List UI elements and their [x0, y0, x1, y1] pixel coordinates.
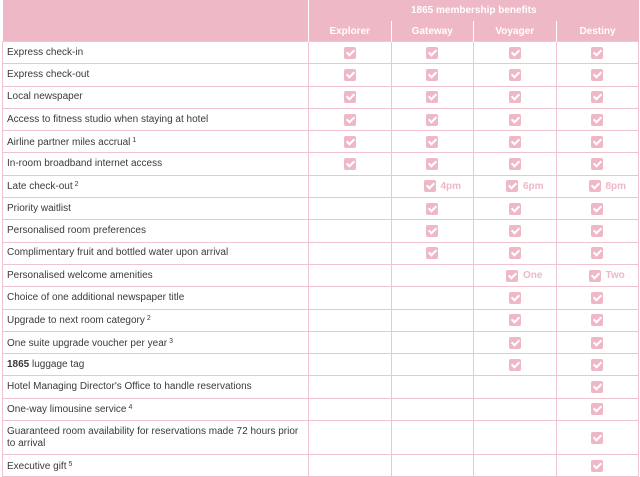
checkmark-icon: [426, 158, 438, 170]
benefit-cell-voyager: [474, 354, 557, 376]
benefit-label: [7, 381, 252, 393]
benefit-note: 4pm: [440, 180, 462, 192]
footnote-marker: 2: [74, 181, 79, 189]
checkmark-icon: [591, 69, 603, 81]
footnote-marker: 1: [132, 136, 137, 144]
checkmark-icon: [591, 247, 603, 259]
checkmark-icon: [591, 158, 603, 170]
table-row: [3, 86, 639, 108]
benefit-label-cell: [3, 198, 309, 220]
benefit-cell-voyager: [474, 220, 557, 242]
benefit-cell-gateway: [391, 242, 474, 264]
benefit-cell-voyager: [474, 421, 557, 455]
benefit-cell-voyager: [474, 131, 557, 153]
benefit-note: 6pm: [523, 180, 544, 192]
benefit-cell-voyager: [474, 309, 557, 331]
benefit-label-text: Choice of one additional newspaper title: [7, 291, 185, 303]
benefit-label: [7, 402, 132, 416]
checkmark-icon: [589, 270, 601, 282]
benefit-label: [7, 459, 72, 473]
benefit-label: [7, 158, 162, 170]
benefit-cell-gateway: [391, 354, 474, 376]
checkmark-icon: [426, 69, 438, 81]
table-row: [3, 42, 639, 64]
checkmark-icon: [589, 180, 601, 192]
benefit-label: [7, 135, 136, 149]
tier-explorer: Explorer: [309, 21, 392, 42]
benefit-label: [7, 359, 84, 371]
footnote-marker: 2: [146, 315, 151, 323]
benefit-cell-destiny: [556, 331, 639, 353]
table-row: [3, 309, 639, 331]
table-row: [3, 421, 639, 455]
benefit-cell-gateway: [391, 264, 474, 286]
benefit-label-cell: [3, 421, 309, 455]
benefit-cell-gateway: [391, 198, 474, 220]
benefit-label-bold: 1865: [7, 358, 30, 370]
benefit-cell-gateway: [391, 331, 474, 353]
benefit-label-text: Personalised welcome amenities: [7, 269, 153, 281]
table-row: [3, 242, 639, 264]
benefit-label-cell: [3, 42, 309, 64]
benefit-cell-explorer: [309, 42, 392, 64]
benefit-cell-explorer: [309, 264, 392, 286]
checkmark-icon: [426, 203, 438, 215]
benefit-cell-explorer: [309, 455, 392, 477]
benefit-cell-destiny: [556, 175, 639, 197]
checkmark-icon: [509, 247, 521, 259]
table-row: [3, 455, 639, 477]
benefit-cell-gateway: [391, 86, 474, 108]
benefit-cell-destiny: [556, 108, 639, 130]
checkmark-icon: [509, 314, 521, 326]
checkmark-icon: [591, 292, 603, 304]
benefit-label-cell: [3, 64, 309, 86]
footnote-marker: 5: [68, 460, 73, 468]
benefit-cell-explorer: [309, 64, 392, 86]
benefit-label: [7, 69, 89, 81]
benefit-cell-gateway: [391, 175, 474, 197]
table-row: [3, 198, 639, 220]
benefit-label: [7, 203, 71, 215]
benefit-cell-gateway: [391, 376, 474, 398]
checkmark-icon: [509, 69, 521, 81]
checkmark-icon: [344, 69, 356, 81]
checkmark-icon: [591, 432, 603, 444]
benefit-note: One: [523, 270, 543, 282]
header-blank-label-column: [3, 21, 309, 42]
benefit-label-cell: [3, 354, 309, 376]
table-title: 1865 membership benefits: [309, 0, 639, 21]
benefit-cell-destiny: [556, 376, 639, 398]
table-header: [3, 0, 639, 42]
benefit-cell-destiny: [556, 220, 639, 242]
benefit-cell-voyager: [474, 198, 557, 220]
benefit-label-text: Express check-in: [7, 46, 84, 58]
benefit-cell-gateway: [391, 455, 474, 477]
benefit-label-text: Late check-out: [7, 181, 73, 193]
benefit-label: [7, 225, 146, 237]
checkmark-icon: [506, 270, 518, 282]
benefit-label: [7, 313, 151, 327]
checkmark-icon: [506, 180, 518, 192]
table-row: [3, 398, 639, 420]
benefit-cell-explorer: [309, 108, 392, 130]
benefit-label-cell: [3, 175, 309, 197]
checkmark-icon: [426, 225, 438, 237]
benefit-label: [7, 91, 83, 103]
checkmark-icon: [591, 91, 603, 103]
benefit-cell-destiny: [556, 398, 639, 420]
benefit-cell-voyager: [474, 398, 557, 420]
checkmark-icon: [509, 47, 521, 59]
benefit-cell-explorer: [309, 198, 392, 220]
checkmark-icon: [426, 47, 438, 59]
benefit-cell-explorer: [309, 376, 392, 398]
benefit-cell-explorer: [309, 309, 392, 331]
checkmark-icon: [509, 91, 521, 103]
benefit-cell-explorer: [309, 153, 392, 175]
checkmark-icon: [591, 359, 603, 371]
benefit-cell-explorer: [309, 220, 392, 242]
benefit-label-cell: [3, 455, 309, 477]
checkmark-icon: [344, 136, 356, 148]
benefit-cell-gateway: [391, 287, 474, 309]
checkmark-icon: [509, 359, 521, 371]
checkmark-icon: [509, 136, 521, 148]
benefit-cell-destiny: [556, 354, 639, 376]
benefit-cell-destiny: [556, 42, 639, 64]
benefit-label-text: One-way limousine service: [7, 404, 127, 416]
table-row: [3, 264, 639, 286]
benefit-cell-gateway: [391, 220, 474, 242]
checkmark-icon: [591, 314, 603, 326]
benefit-cell-explorer: [309, 421, 392, 455]
table-row: [3, 64, 639, 86]
benefit-cell-gateway: [391, 131, 474, 153]
benefit-cell-explorer: [309, 131, 392, 153]
benefit-cell-voyager: [474, 376, 557, 398]
benefit-label-text: Guaranteed room availability for reservations made 72 hours prior to arrival: [7, 425, 299, 449]
checkmark-icon: [509, 114, 521, 126]
benefit-cell-voyager: [474, 42, 557, 64]
benefit-cell-destiny: [556, 242, 639, 264]
benefit-label-cell: [3, 376, 309, 398]
benefit-cell-voyager: [474, 455, 557, 477]
footnote-marker: 4: [128, 404, 133, 412]
benefit-label-text: Airline partner miles accrual: [7, 136, 131, 148]
benefit-cell-destiny: [556, 264, 639, 286]
benefit-label-text: Complimentary fruit and bottled water upon arrival: [7, 247, 229, 259]
benefit-cell-destiny: [556, 86, 639, 108]
tier-voyager: Voyager: [474, 21, 557, 42]
checkmark-icon: [344, 91, 356, 103]
table-row: [3, 175, 639, 197]
tier-destiny: Destiny: [556, 21, 639, 42]
benefit-cell-explorer: [309, 398, 392, 420]
benefit-cell-gateway: [391, 153, 474, 175]
benefit-label: [7, 47, 83, 59]
benefit-label-text: Executive gift: [7, 460, 67, 472]
benefit-cell-destiny: [556, 64, 639, 86]
checkmark-icon: [591, 203, 603, 215]
checkmark-icon: [344, 158, 356, 170]
benefit-label: [7, 292, 184, 304]
checkmark-icon: [591, 136, 603, 148]
checkmark-icon: [591, 460, 603, 472]
benefit-cell-explorer: [309, 175, 392, 197]
table-row: [3, 153, 639, 175]
benefit-cell-destiny: [556, 131, 639, 153]
benefit-cell-destiny: [556, 287, 639, 309]
benefit-label-text: Hotel Managing Director's Office to handle reservations: [7, 381, 252, 393]
table-row: [3, 108, 639, 130]
benefit-cell-voyager: [474, 64, 557, 86]
benefit-cell-gateway: [391, 108, 474, 130]
benefit-label-cell: [3, 287, 309, 309]
benefit-cell-destiny: [556, 455, 639, 477]
table-row: [3, 287, 639, 309]
checkmark-icon: [509, 158, 521, 170]
footnote-marker: 3: [169, 337, 174, 345]
table-row: [3, 376, 639, 398]
checkmark-icon: [509, 337, 521, 349]
benefit-label: [7, 247, 228, 259]
benefit-note: 8pm: [605, 180, 627, 192]
benefit-label: [7, 336, 173, 350]
benefit-label: [7, 270, 153, 282]
benefit-label-cell: [3, 108, 309, 130]
benefit-cell-destiny: [556, 421, 639, 455]
benefit-label: [7, 179, 79, 193]
checkmark-icon: [591, 225, 603, 237]
benefit-label-cell: [3, 153, 309, 175]
benefit-cell-voyager: [474, 287, 557, 309]
benefit-cell-voyager: [474, 175, 557, 197]
benefit-cell-voyager: [474, 153, 557, 175]
benefit-label-text: Access to fitness studio when staying at hotel: [7, 113, 209, 125]
benefit-cell-gateway: [391, 64, 474, 86]
benefit-cell-explorer: [309, 287, 392, 309]
checkmark-icon: [424, 180, 436, 192]
benefit-label-text: luggage tag: [29, 358, 85, 370]
benefit-cell-destiny: [556, 309, 639, 331]
benefit-cell-explorer: [309, 331, 392, 353]
checkmark-icon: [426, 247, 438, 259]
benefit-label: [7, 114, 208, 126]
benefit-label-cell: [3, 242, 309, 264]
benefit-label-text: One suite upgrade voucher per year: [7, 337, 168, 349]
checkmark-icon: [509, 225, 521, 237]
benefit-label-cell: [3, 264, 309, 286]
benefit-cell-gateway: [391, 309, 474, 331]
benefit-cell-gateway: [391, 398, 474, 420]
checkmark-icon: [591, 403, 603, 415]
benefit-cell-destiny: [556, 153, 639, 175]
checkmark-icon: [426, 91, 438, 103]
table-row: [3, 220, 639, 242]
benefit-cell-voyager: [474, 86, 557, 108]
benefit-label-text: In-room broadband internet access: [7, 158, 163, 170]
checkmark-icon: [426, 114, 438, 126]
checkmark-icon: [509, 203, 521, 215]
checkmark-icon: [426, 136, 438, 148]
table-row: [3, 131, 639, 153]
header-blank: [3, 0, 309, 21]
benefit-label-cell: [3, 131, 309, 153]
checkmark-icon: [509, 292, 521, 304]
checkmark-icon: [591, 337, 603, 349]
benefit-cell-voyager: [474, 264, 557, 286]
benefit-label: [7, 426, 308, 450]
table-row: [3, 354, 639, 376]
tier-gateway: Gateway: [391, 21, 474, 42]
benefit-label-cell: [3, 220, 309, 242]
benefit-cell-explorer: [309, 242, 392, 264]
checkmark-icon: [591, 381, 603, 393]
benefit-cell-explorer: [309, 86, 392, 108]
benefit-label-text: Priority waitlist: [7, 202, 71, 214]
benefit-label-text: Upgrade to next room category: [7, 315, 145, 327]
benefit-note: Two: [605, 270, 625, 282]
benefit-label-text: Express check-out: [7, 68, 90, 80]
benefit-cell-destiny: [556, 198, 639, 220]
benefit-cell-gateway: [391, 42, 474, 64]
benefit-cell-gateway: [391, 421, 474, 455]
benefit-cell-voyager: [474, 242, 557, 264]
checkmark-icon: [344, 114, 356, 126]
checkmark-icon: [344, 47, 356, 59]
checkmark-icon: [591, 47, 603, 59]
benefit-label-cell: [3, 331, 309, 353]
benefit-label-cell: [3, 398, 309, 420]
benefit-label-cell: [3, 86, 309, 108]
checkmark-icon: [591, 114, 603, 126]
table-row: [3, 331, 639, 353]
benefit-cell-voyager: [474, 108, 557, 130]
benefits-table: [2, 0, 639, 477]
benefit-cell-voyager: [474, 331, 557, 353]
benefit-label-text: Personalised room preferences: [7, 225, 146, 237]
benefit-label-cell: [3, 309, 309, 331]
benefit-label-text: Local newspaper: [7, 91, 83, 103]
benefit-cell-explorer: [309, 354, 392, 376]
table-body: [3, 42, 639, 477]
